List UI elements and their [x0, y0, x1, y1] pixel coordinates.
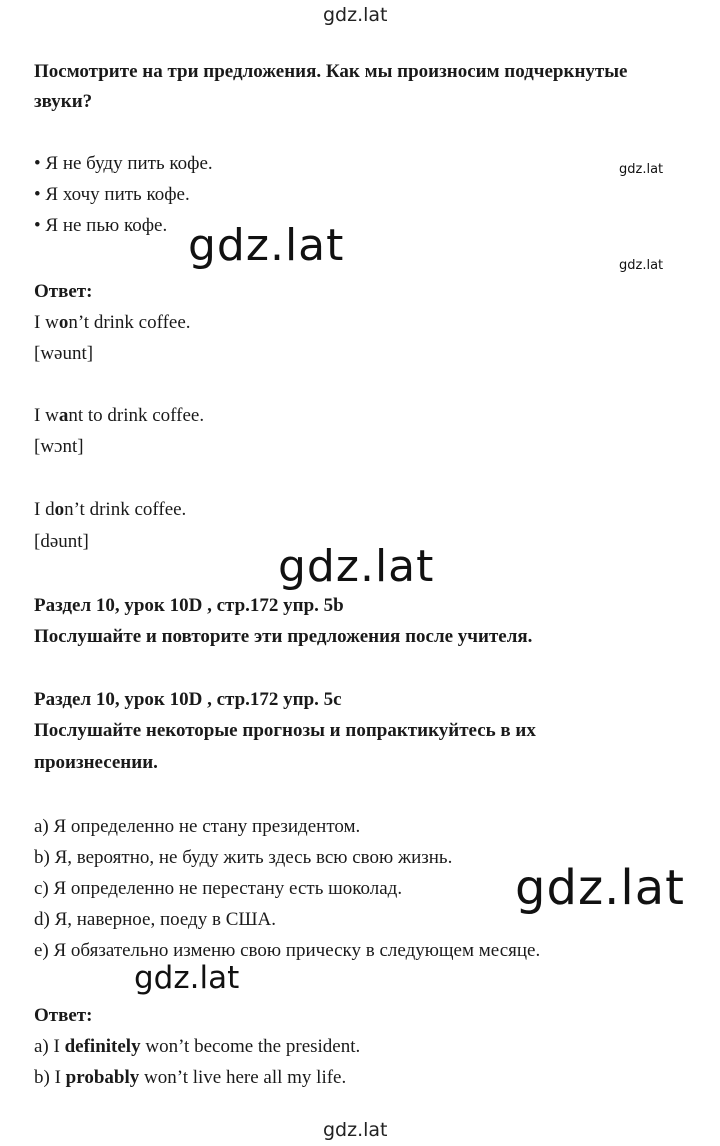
highlighted-letter: a — [58, 405, 69, 426]
watermark-large-1: gdz.lat — [188, 220, 345, 271]
task1-transcription-1: [wəunt] — [34, 343, 94, 364]
task1-bullet-1: • Я не буду пить кофе. — [34, 153, 213, 174]
task1-heading-line2: звуки? — [34, 91, 93, 112]
highlighted-letter: o — [58, 312, 69, 333]
watermark-top: gdz.lat — [323, 4, 388, 26]
task1-answer-2: I want to drink coffee. — [34, 405, 205, 426]
task1-heading-line1: Посмотрите на три предложения. Как мы произносим подчеркнутые — [34, 61, 628, 82]
task2-title: Раздел 10, урок 10D , стр.172 упр. 5b — [34, 595, 344, 616]
watermark-large-3: gdz.lat — [515, 860, 685, 916]
task1-answer-label: Ответ: — [34, 281, 93, 302]
task3-answer-a: a) I definitely won’t become the president. — [34, 1036, 361, 1057]
task1-transcription-2: [wɔnt] — [34, 436, 84, 457]
task2-instruction: Послушайте и повторите эти предложения после учителя. — [34, 626, 533, 647]
task3-item-e: e) Я обязательно изменю свою прическу в следующем месяце. — [34, 940, 541, 961]
task3-item-a: a) Я определенно не стану президентом. — [34, 816, 361, 837]
watermark-large-2: gdz.lat — [278, 541, 435, 592]
watermark-small-1: gdz.lat — [619, 162, 664, 177]
task1-bullet-2: • Я хочу пить кофе. — [34, 184, 190, 205]
task3-answer-b: b) I probably won’t live here all my life. — [34, 1067, 347, 1088]
watermark-medium: gdz.lat — [134, 960, 240, 996]
task1-answer-3: I don’t drink coffee. — [34, 499, 187, 520]
task3-item-b: b) Я, вероятно, не буду жить здесь всю свою жизнь. — [34, 847, 453, 868]
task1-bullet-3: • Я не пью кофе. — [34, 215, 168, 236]
task1-transcription-3: [dəunt] — [34, 531, 89, 552]
task3-instruction-line1: Послушайте некоторые прогнозы и попрактикуйтесь в их — [34, 720, 536, 741]
highlighted-letter: o — [54, 499, 65, 520]
task3-item-c: c) Я определенно не перестану есть шоколад. — [34, 878, 403, 899]
task3-item-d: d) Я, наверное, поеду в США. — [34, 909, 277, 930]
watermark-bottom: gdz.lat — [323, 1119, 388, 1141]
task3-title: Раздел 10, урок 10D , стр.172 упр. 5c — [34, 689, 342, 710]
task3-answer-label: Ответ: — [34, 1005, 93, 1026]
watermark-small-2: gdz.lat — [619, 258, 664, 273]
task1-answer-1: I won’t drink coffee. — [34, 312, 191, 333]
task3-instruction-line2: произнесении. — [34, 752, 158, 773]
